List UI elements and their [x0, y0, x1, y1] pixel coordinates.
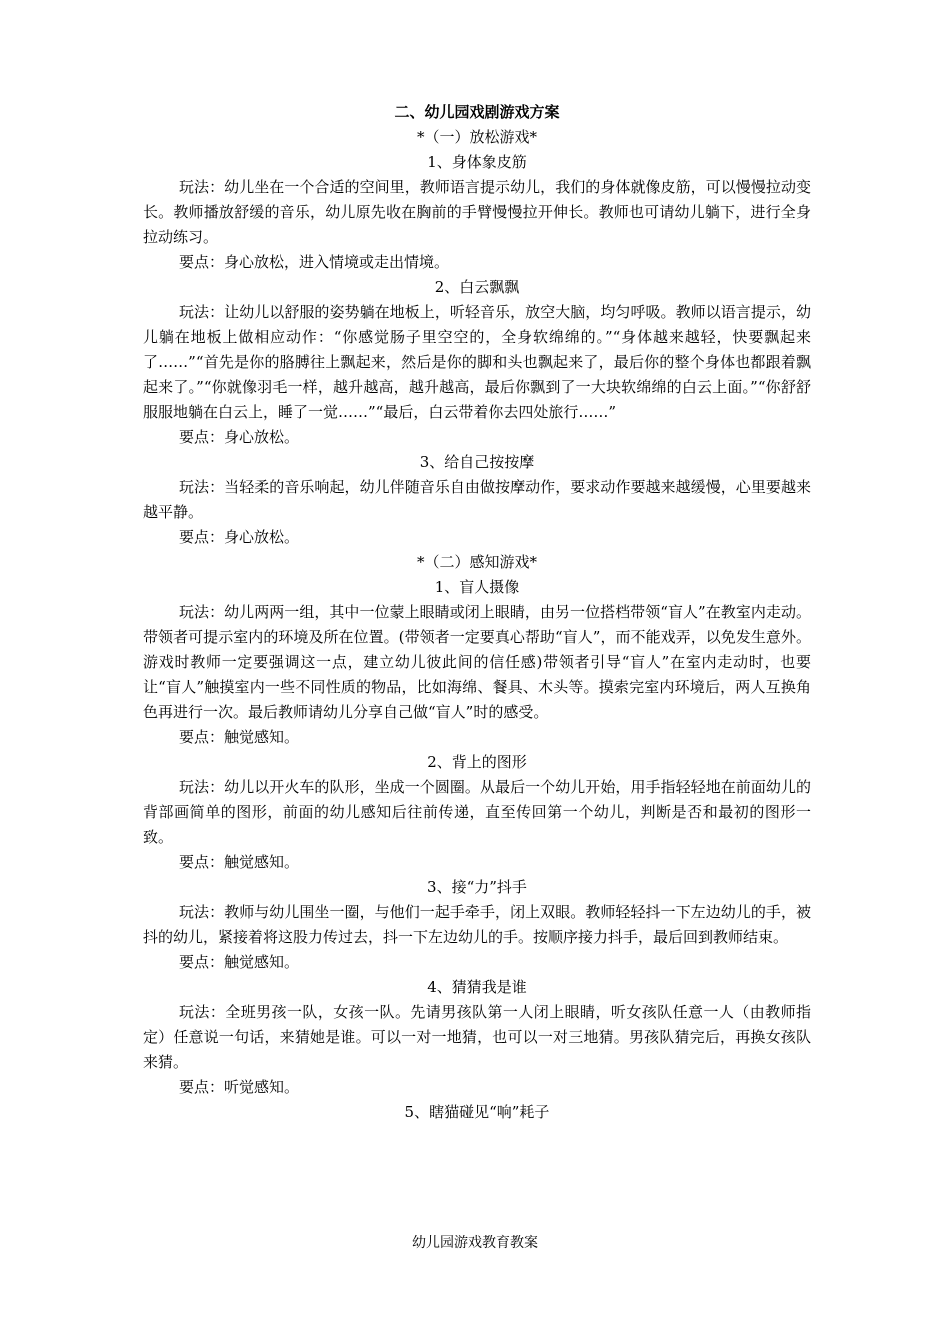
game-play-text: 玩法：全班男孩一队，女孩一队。先请男孩队第一人闭上眼睛，听女孩队任意一人（由教师指定）任意说一句话，来猜她是谁。可以一对一地猜，也可以一对三地猜。男孩队猜完后，再换女孩队来猜。: [143, 1003, 811, 1071]
game-play-text: 玩法：幼儿坐在一个合适的空间里，教师语言提示幼儿，我们的身体就像皮筋，可以慢慢拉动变长。教师播放舒缓的音乐，幼儿原先收在胸前的手臂慢慢拉开伸长。教师也可请幼儿躺下，进行全身拉动练习。: [143, 178, 811, 246]
game-play-text: 玩法：当轻柔的音乐响起，幼儿伴随音乐自由做按摩动作，要求动作要越来越缓慢，心里要越来越平静。: [143, 478, 811, 521]
game-key-point: 要点：听觉感知。: [179, 1078, 300, 1096]
game-play-text: 玩法：幼儿两两一组，其中一位蒙上眼睛或闭上眼睛，由另一位搭档带领“盲人”在教室内走动。带领者可提示室内的环境及所在位置。(带领者一定要真心帮助“盲人”，而不能戏弄，以免发生意外。游戏时教师一定要强调这一点，建立幼儿彼此间的信任感)带领者引导“盲人”在室内走动时，也要让“盲人”触摸室内一些不同性质的物品，比如海绵、餐具、木头等。摸索完室内环境后，两人互换角色再进行一次。最后教师请幼儿分享自己做“盲人”时的感受。: [143, 603, 811, 721]
game-play-text: 玩法：让幼儿以舒服的姿势躺在地板上，听轻音乐，放空大脑，均匀呼吸。教师以语言提示，幼儿躺在地板上做相应动作：“你感觉肠子里空空的，全身软绵绵的。”“身体越来越轻，快要飘起来了……”“首先是你的胳膊往上飘起来，然后是你的脚和头也飘起来了，最后你的整个身体也都跟着飘起来了。”“你就像羽毛一样，越升越高，越升越高，最后你飘到了一大块软绵绵的白云上面。”“你舒舒服服地躺在白云上，睡了一觉……”“最后，白云带着你去四处旅行……”: [143, 303, 811, 421]
game-key-point: 要点：身心放松。: [179, 528, 300, 546]
game-title: 3、给自己按按摩: [419, 453, 535, 471]
game-title: 4、猜猜我是谁: [427, 978, 527, 996]
game-title: 3、接“力”抖手: [427, 878, 527, 896]
section-heading: *（一）放松游戏*: [416, 128, 537, 146]
game-key-point: 要点：触觉感知。: [179, 728, 300, 746]
game-title: 2、背上的图形: [427, 753, 527, 771]
game-key-point: 要点：身心放松。: [179, 428, 300, 446]
document-title: 二、幼儿园戏剧游戏方案: [394, 103, 560, 121]
game-title: 5、瞎猫碰见“响”耗子: [404, 1103, 550, 1121]
game-play-text: 玩法：教师与幼儿围坐一圈，与他们一起手牵手，闭上双眼。教师轻轻抖一下左边幼儿的手，被抖的幼儿，紧接着将这股力传过去，抖一下左边幼儿的手。按顺序接力抖手，最后回到教师结束。: [143, 903, 811, 946]
game-play-text: 玩法：幼儿以开火车的队形，坐成一个圆圈。从最后一个幼儿开始，用手指轻轻地在前面幼儿的背部画简单的图形，前面的幼儿感知后往前传递，直至传回第一个幼儿，判断是否和最初的图形一致。: [143, 778, 811, 846]
game-title: 1、身体象皮筋: [427, 153, 527, 171]
game-title: 1、盲人摄像: [434, 578, 520, 596]
page-footer: 幼儿园游戏教育教案: [412, 1235, 538, 1251]
game-title: 2、白云飘飘: [434, 278, 520, 296]
game-key-point: 要点：身心放松，进入情境或走出情境。: [179, 253, 450, 271]
document-body: [143, 100, 811, 1125]
game-key-point: 要点：触觉感知。: [179, 853, 300, 871]
section-heading: *（二）感知游戏*: [416, 553, 537, 571]
game-key-point: 要点：触觉感知。: [179, 953, 300, 971]
